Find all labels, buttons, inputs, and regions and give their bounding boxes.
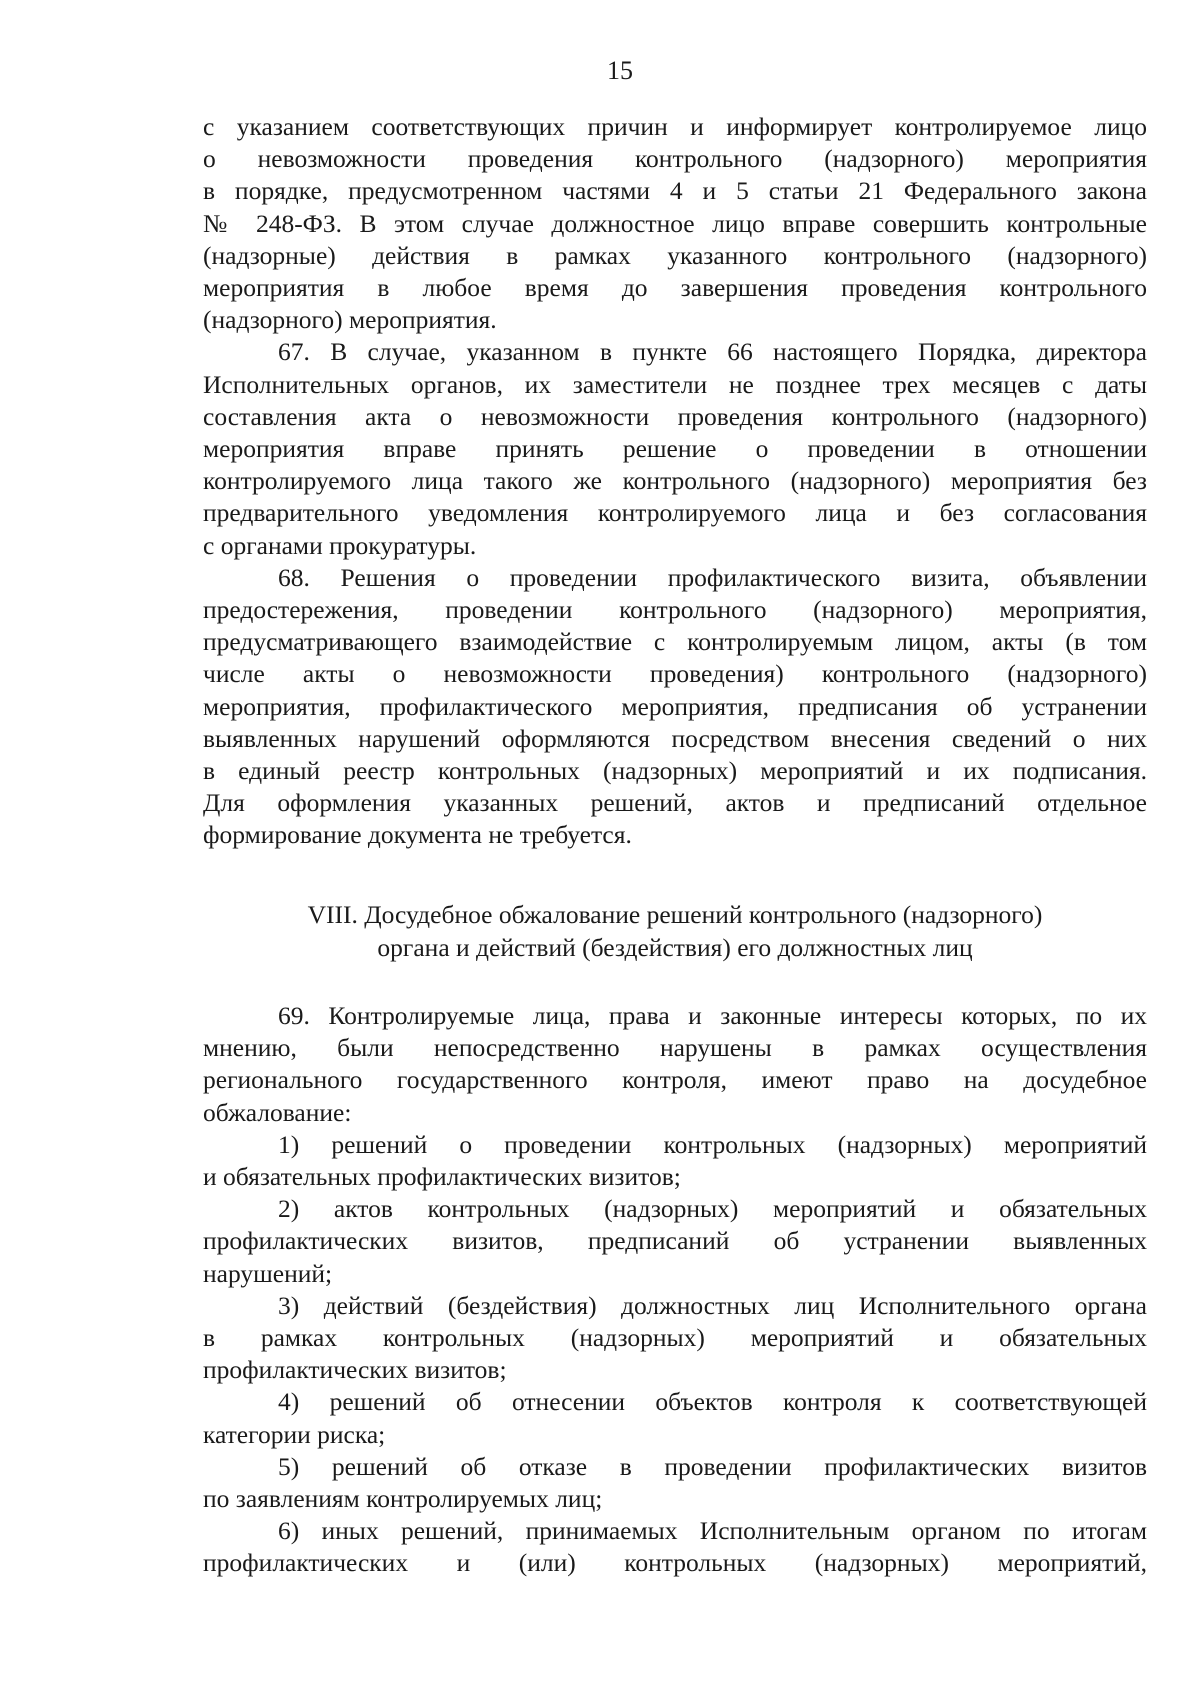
text-line: Для оформления указанных решений, актов и предписаний отдельное	[203, 788, 1147, 818]
section-heading-line-2: органа и действий (бездействия) его должностных лиц	[377, 933, 973, 962]
text-line: предостережения, проведении контрольного (надзорного) мероприятия,	[203, 595, 1147, 625]
text-line: 6) иных решений, принимаемых Исполнительным органом по итогам	[278, 1516, 1147, 1546]
section-heading-line-1: VIII. Досудебное обжалование решений контрольного (надзорного)	[307, 900, 1043, 929]
text-line: категории риска;	[203, 1419, 386, 1449]
text-line: регионального государственного контроля, имеют право на досудебное	[203, 1065, 1147, 1095]
text-line: мероприятия, профилактического мероприятия, предписания об устранении	[203, 691, 1147, 721]
section-heading	[203, 898, 1147, 964]
text-line: с указанием соответствующих причин и информирует контролируемое лицо	[203, 112, 1147, 141]
text-line: № 248-ФЗ. В этом случае должностное лицо вправе совершить контрольные	[203, 208, 1147, 238]
text-line: мнению, были непосредственно нарушены в рамках осуществления	[203, 1033, 1147, 1063]
text-line: составления акта о невозможности проведения контрольного (надзорного)	[203, 401, 1147, 431]
text-line: Исполнительных органов, их заместители не позднее трех месяцев с даты	[203, 369, 1147, 399]
text-line: мероприятия в любое время до завершения проведения контрольного	[203, 273, 1147, 303]
body-text-top	[203, 111, 1147, 852]
text-line: в единый реестр контрольных (надзорных) мероприятий и их подписания.	[203, 756, 1147, 786]
text-line: мероприятия вправе принять решение о проведении в отношении	[203, 434, 1147, 464]
text-line: 1) решений о проведении контрольных (надзорных) мероприятий	[278, 1129, 1147, 1159]
text-line: контролируемого лица такого же контрольного (надзорного) мероприятия без	[203, 466, 1147, 496]
text-line: профилактических визитов, предписаний об устранении выявленных	[203, 1226, 1147, 1256]
text-line: 69. Контролируемые лица, права и законные интересы которых, по их	[278, 1001, 1147, 1030]
text-line: выявленных нарушений оформляются посредством внесения сведений о них	[203, 723, 1147, 753]
text-line: 68. Решения о проведении профилактического визита, объявлении	[278, 562, 1147, 592]
page-number: 15	[607, 56, 633, 85]
text-line: (надзорные) действия в рамках указанного контрольного (надзорного)	[203, 240, 1147, 270]
text-line: 4) решений об отнесении объектов контроля к соответствующей	[278, 1387, 1147, 1417]
text-line: нарушений;	[203, 1258, 333, 1288]
text-line: в рамках контрольных (надзорных) мероприятий и обязательных	[203, 1323, 1147, 1353]
text-line: предварительного уведомления контролируемого лица и без согласования	[203, 498, 1147, 528]
text-line: профилактических визитов;	[203, 1355, 507, 1385]
body-text-bottom	[203, 1000, 1147, 1580]
text-line: 5) решений об отказе в проведении профилактических визитов	[278, 1451, 1147, 1481]
text-line: обжалование:	[203, 1097, 352, 1127]
text-line: 3) действий (бездействия) должностных лиц Исполнительного органа	[278, 1290, 1147, 1320]
text-line: о невозможности проведения контрольного (надзорного) мероприятия	[203, 144, 1147, 174]
text-line: предусматривающего взаимодействие с контролируемым лицом, акты (в том	[203, 627, 1147, 657]
text-line: в порядке, предусмотренном частями 4 и 5 статьи 21 Федерального закона	[203, 176, 1147, 206]
text-line: и обязательных профилактических визитов;	[203, 1162, 681, 1192]
text-line: по заявлениям контролируемых лиц;	[203, 1484, 603, 1514]
text-line: числе акты о невозможности проведения) контрольного (надзорного)	[203, 659, 1147, 689]
text-line: (надзорного) мероприятия.	[203, 305, 497, 335]
text-line: профилактических и (или) контрольных (надзорных) мероприятий,	[203, 1548, 1147, 1578]
text-line: с органами прокуратуры.	[203, 530, 477, 560]
text-line: 67. В случае, указанном в пункте 66 настоящего Порядка, директора	[278, 337, 1147, 367]
text-line: 2) актов контрольных (надзорных) мероприятий и обязательных	[278, 1194, 1147, 1224]
text-line: формирование документа не требуется.	[203, 820, 632, 850]
